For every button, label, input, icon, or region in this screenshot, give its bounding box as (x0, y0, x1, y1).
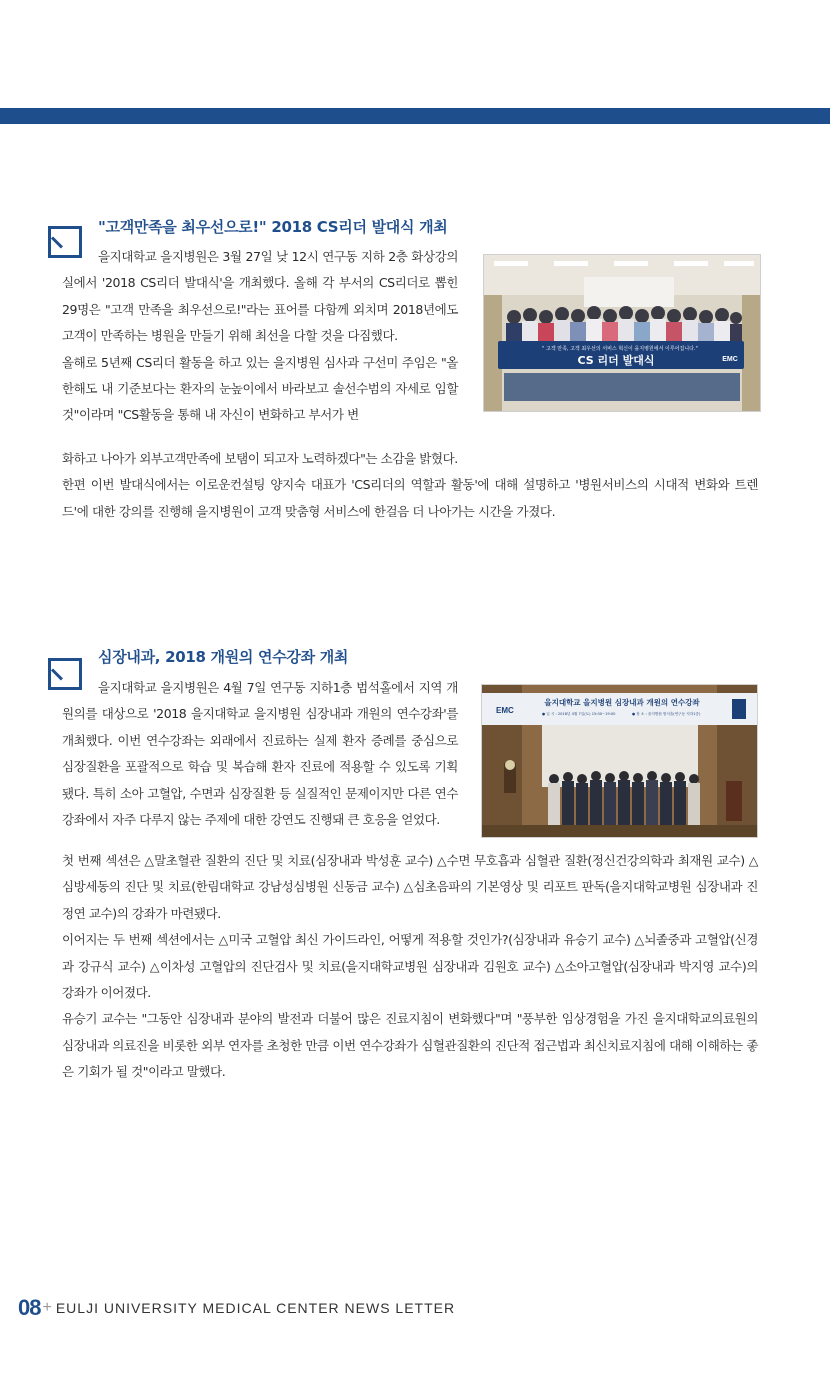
newsletter-name: EULJI UNIVERSITY MEDICAL CENTER NEWS LETTER (55, 1300, 456, 1316)
cardiology-course-group-photo (481, 684, 758, 838)
article-body (62, 446, 758, 525)
article-body-column (62, 675, 458, 833)
paragraph: 한편 이번 발대식에서는 이로운컨설팅 양지숙 대표가 'CS리더의 역할과 활동'에 대해 설명하고 '병원서비스의 시대적 변화와 트렌드'에 대한 강의를 진행해 을지병원이 고객 맞춤형 서비스에 한걸음 더 나아가는 시간을 가졌다. (62, 477, 758, 519)
paragraph: 을지대학교 을지병원은 3월 27일 낮 12시 연구동 지하 2층 화상강의실에서 '2018 CS리더 발대식'을 개최했다. 올해 각 부서의 CS리더로 뽑힌 29명은 "고객 만족을 최우선으로!"라는 표어를 다함께 외치며 2018년에도 고객이 만족하는 병원을 만들기 위해 최선을 다할 것을 다짐했다. (62, 249, 458, 344)
page-number: 08 (18, 1295, 41, 1320)
page-footer (18, 1295, 455, 1321)
paragraph: 을지대학교 을지병원은 4월 7일 연구동 지하1층 범석홀에서 지역 개원의를 대상으로 '2018 을지대학교 을지병원 심장내과 개원의 연수강좌'를 개최했다. 이번 연수강좌는 외래에서 진료하는 실제 환자 증례를 중심으로 심장질환을 포괄적으로 학습 및 복습해 환자 진료에 적용할 수 있도록 기획됐다. 특히 소아 고혈압, 수면과 심장질환 등 실질적인 문제이지만 다른 연수강좌에서 자주 다루지 않는 주제에 대한 강연도 진행돼 큰 호응을 얻었다. (62, 680, 458, 828)
plus-icon: + (42, 1299, 52, 1316)
emc-logo: EMC (722, 356, 738, 363)
banner-title: 을지대학교 을지병원 심장내과 개원의 연수강좌 (544, 698, 700, 707)
cs-leader-group-photo (483, 254, 761, 412)
article-title: 심장내과, 2018 개원의 연수강좌 개최 (98, 648, 349, 666)
paragraph: 유승기 교수는 "그동안 심장내과 분야의 발전과 더불어 많은 진료지침이 변화했다"며 "풍부한 임상경험을 가진 을지대학교의료원의 심장내과 의료진을 비롯한 외부 연자를 초청한 만큼 이번 연수강좌가 심혈관질환의 진단적 접근법과 최신치료지침에 대해 이해하는 좋은 기회가 될 것"이라고 말했다. (62, 1011, 758, 1080)
article-title: "고객만족을 최우선으로!" 2018 CS리더 발대식 개최 (98, 218, 448, 236)
paragraph: 올해로 5년째 CS리더 활동을 하고 있는 을지병원 심사과 구선미 주임은 "올 한해도 내 기준보다는 환자의 눈높이에서 바라보고 솔선수범의 자세로 임할 것"이라며 "CS활동을 통해 내 자신이 변화하고 부서가 변 (62, 354, 458, 423)
banner-title: CS 리더 발대식 (577, 354, 655, 367)
banner-date: ● 일 시 : 2018년 4월 7일(토) 15:00~19:00 (542, 712, 616, 716)
article-body (62, 848, 758, 1086)
header-band (0, 108, 830, 124)
article-body-column (62, 244, 458, 429)
paragraph: 화하고 나아가 외부고객만족에 보탬이 되고자 노력하겠다"는 소감을 밝혔다. (62, 451, 458, 466)
banner-slogan: " 고객 만족, 고객 최우선의 서비스 혁신이 을지병원에서 이루어집니다." (542, 346, 698, 352)
emc-logo: EMC (496, 706, 514, 715)
banner-place: ● 장 소 : 을지병원 범석홀(연구동 지하1층) (632, 712, 701, 716)
paragraph: 첫 번째 섹션은 △말초혈관 질환의 진단 및 치료(심장내과 박성훈 교수) △수면 무호흡과 심혈관 질환(정신건강의학과 최재원 교수) △심방세동의 진단 및 치료(한림대학교 강남성심병원 신동금 교수) △심초음파의 기본영상 및 리포트 판독(을지대학교병원 심장내과 진정연 교수)의 강좌가 마련됐다. (62, 853, 758, 921)
paragraph: 이어지는 두 번째 섹션에서는 △미국 고혈압 최신 가이드라인, 어떻게 적용할 것인가?(심장내과 유승기 교수) △뇌졸중과 고혈압(신경과 강규식 교수) △이차성 고혈압의 진단검사 및 치료(을지대학교병원 심장내과 김원호 교수) △소아고혈압(심장내과 박지영 교수)의 강좌가 이어졌다. (62, 932, 758, 1001)
